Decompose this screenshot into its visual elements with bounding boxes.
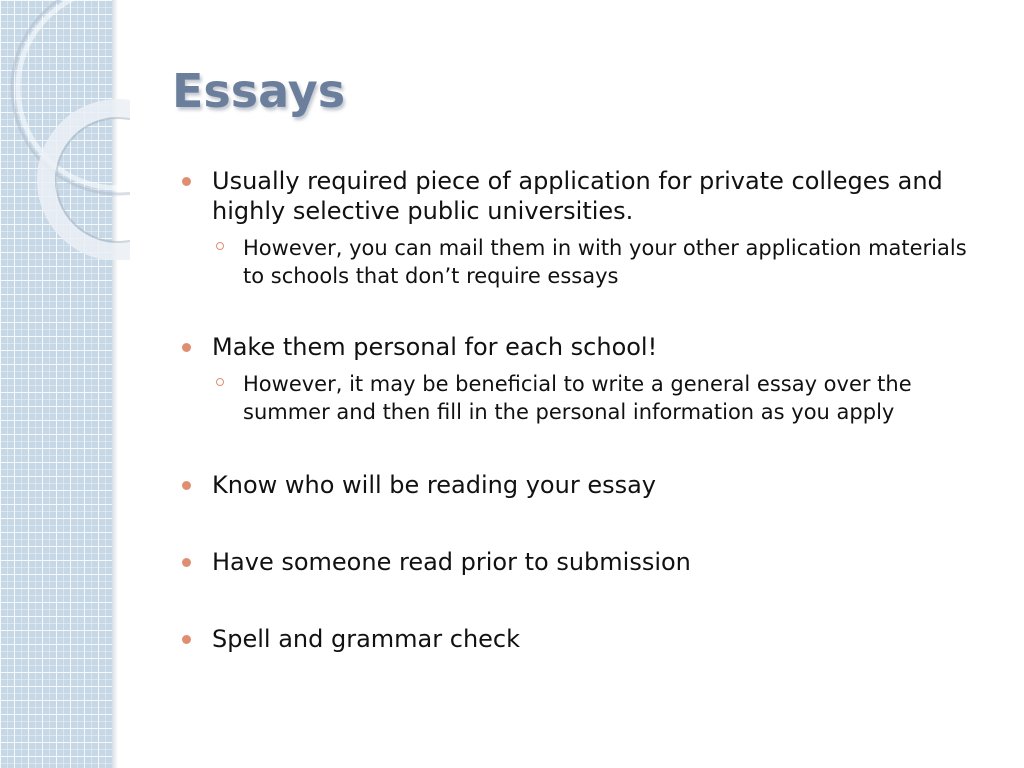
bullet-icon: [182, 635, 191, 644]
bullet-item: [182, 547, 992, 577]
bullet-text: Have someone read prior to submission: [212, 548, 691, 576]
slide-title: Essays: [172, 64, 346, 118]
sub-bullet-item: [182, 370, 992, 426]
bullet-item: [182, 470, 992, 500]
bullet-item: [182, 166, 992, 226]
bullet-text: Usually required piece of application for private colleges and highly selective public universities.: [212, 167, 943, 225]
sub-bullet-item: [182, 234, 992, 290]
sub-bullet-icon: [216, 242, 224, 250]
bullet-icon: [182, 177, 191, 186]
bullet-text: Spell and grammar check: [212, 625, 521, 653]
decorative-rings: [0, 0, 130, 260]
bullet-icon: [182, 558, 191, 567]
bullet-item: [182, 624, 992, 654]
bullet-icon: [182, 343, 191, 352]
sub-bullet-text: However, it may be beneficial to write a general essay over the summer and then fill in the personal information as you apply: [243, 372, 912, 424]
bullet-text: Know who will be reading your essay: [212, 471, 656, 499]
ring-large: [18, 0, 130, 188]
sub-bullet-icon: [216, 378, 224, 386]
ring-small: [46, 108, 130, 252]
sub-bullet-text: However, you can mail them in with your other application materials to schools that don’t require essays: [243, 236, 967, 288]
bullet-icon: [182, 481, 191, 490]
ring-large-shade: [12, 0, 130, 194]
bullet-item: [182, 332, 992, 362]
bullet-list: [182, 160, 992, 654]
bullet-text: Make them personal for each school!: [212, 333, 658, 361]
